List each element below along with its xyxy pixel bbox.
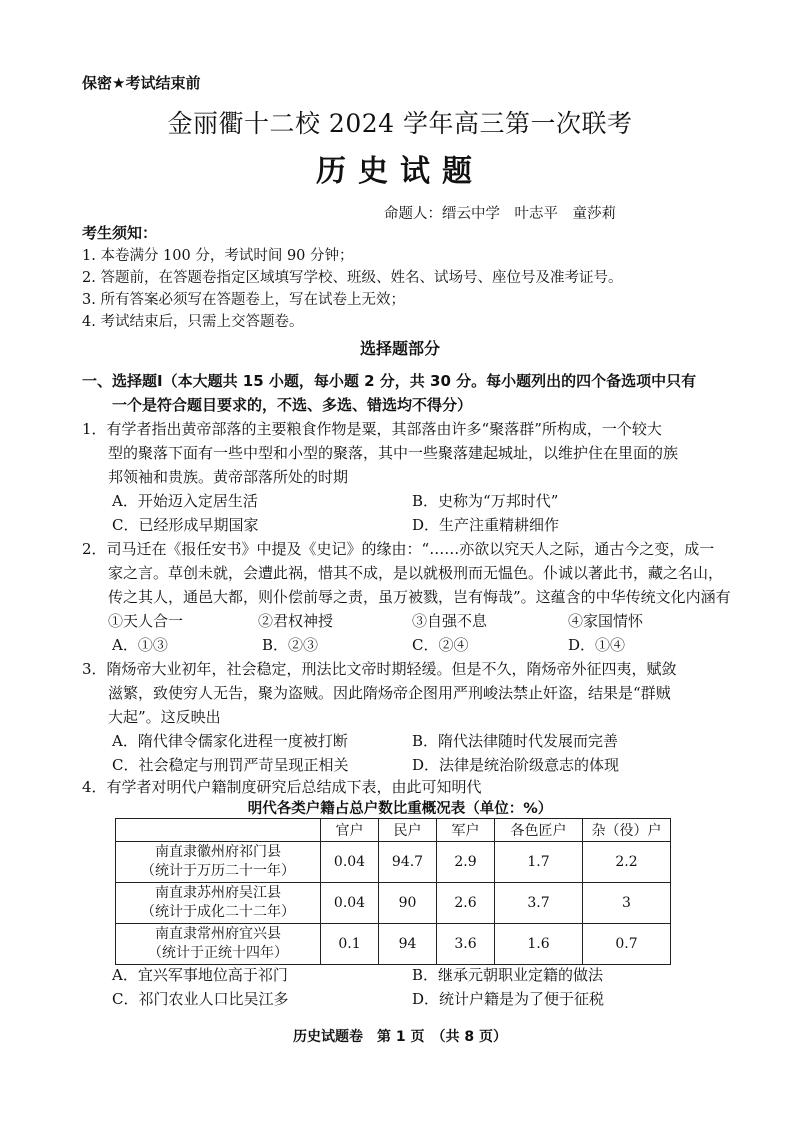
option-a: A．隋代律令儒家化进程一度被打断 xyxy=(112,732,348,750)
section-title: 选择题部分 xyxy=(359,339,440,358)
question-1-line: 邦领袖和贵族。黄帝部落所处的时期 xyxy=(108,468,349,486)
region-cell xyxy=(116,924,321,965)
table-header-cell: 民户 xyxy=(379,819,437,842)
option-c: C．社会稳定与刑罚严苛呈现正相关 xyxy=(112,756,349,774)
option-d: D．①④ xyxy=(568,636,626,654)
option-b: B．史称为“万邦时代” xyxy=(412,492,559,510)
question-2-line: 家之言。草创未就，会遭此祸，惜其不成，是以就极刑而无愠色。仆诚以著此书，藏之名山， xyxy=(108,564,724,582)
region-cell xyxy=(116,842,321,883)
option-c: C．祁门农业人口比吴江多 xyxy=(112,990,289,1008)
question-setters: 命题人：缙云中学 叶志平 童莎莉 xyxy=(384,206,616,222)
question-3-line: 大起”。这反映出 xyxy=(108,708,221,726)
option-b: B．②③ xyxy=(262,636,319,654)
option-a: A．①③ xyxy=(112,636,168,654)
question-3-line: 3．隋炀帝大业初年，社会稳定，刑法比文帝时期轻缓。但是不久，隋炀帝外征四夷，赋敛 xyxy=(82,660,677,678)
region-name: 南直隶徽州府祁门县 xyxy=(155,844,281,860)
region-note: （统计于成化二十二年） xyxy=(141,904,295,920)
table-cell: 94.7 xyxy=(379,842,437,883)
table-cell: 2.2 xyxy=(583,842,671,883)
option-d: D．法律是统治阶级意志的体现 xyxy=(412,756,620,774)
notice-item: 2. 答题前，在答题卷指定区域填写学校、班级、姓名、试场号、座位号及准考证号。 xyxy=(82,270,623,286)
option-c: C．已经形成早期国家 xyxy=(112,516,259,534)
table-header-cell xyxy=(116,819,321,842)
option-d: D．统计户籍是为了便于征税 xyxy=(412,990,605,1008)
subject-title: 历史试题 xyxy=(316,154,484,189)
table-header-cell: 官户 xyxy=(321,819,379,842)
table-cell: 2.6 xyxy=(437,883,495,924)
page-footer: 历史试题卷 第 1 页 （共 8 页） xyxy=(293,1029,507,1045)
table-cell: 3.7 xyxy=(495,883,583,924)
table-cell: 3.6 xyxy=(437,924,495,965)
table-header-cell: 各色匠户 xyxy=(495,819,583,842)
table-title: 明代各类户籍占总户数比重概况表（单位：%） xyxy=(247,801,553,817)
table-cell: 0.04 xyxy=(321,842,379,883)
option-a: A．开始迈入定居生活 xyxy=(112,492,258,510)
option-a: A．宜兴军事地位高于祁门 xyxy=(112,966,288,984)
table-header-cell: 军户 xyxy=(437,819,495,842)
option-d: D．生产注重精耕细作 xyxy=(412,516,560,534)
household-table xyxy=(115,818,671,965)
table-header-cell: 杂（役）户 xyxy=(583,819,671,842)
table-header-row xyxy=(116,819,671,842)
statement-1: ①天人合一 xyxy=(108,612,184,630)
option-c: C．②④ xyxy=(412,636,469,654)
part-heading-line: 一个是符合题目要求的，不选、多选、错选均不得分） xyxy=(112,396,473,414)
question-1-line: 型的聚落下面有一些中型和小型的聚落，其中一些聚落建起城址，以维护住在里面的族 xyxy=(108,444,679,462)
region-name: 南直隶常州府宜兴县 xyxy=(155,926,281,942)
notice-item: 1. 本卷满分 100 分，考试时间 90 分钟； xyxy=(82,248,354,264)
notice-item: 4. 考试结束后，只需上交答题卷。 xyxy=(82,314,304,330)
table-cell: 0.04 xyxy=(321,883,379,924)
table-row xyxy=(116,924,671,965)
table-cell: 2.9 xyxy=(437,842,495,883)
table-cell: 94 xyxy=(379,924,437,965)
question-2-line: 2．司马迁在《报任安书》中提及《史记》的缘由：“……亦欲以究天人之际，通古今之变，成一 xyxy=(82,540,715,558)
option-b: B．隋代法律随时代发展而完善 xyxy=(412,732,619,750)
table-row xyxy=(116,842,671,883)
region-note: （统计于正统十四年） xyxy=(148,945,288,961)
confidential-label: 保密★考试结束前 xyxy=(82,74,201,92)
table-cell: 1.6 xyxy=(495,924,583,965)
option-b: B．继承元朝职业定籍的做法 xyxy=(412,966,604,984)
question-2-line: 传之其人，通邑大都，则仆偿前辱之责，虽万被戮，岂有悔哉”。这蕴含的中华传统文化内涵有 xyxy=(108,588,731,606)
statement-4: ④家国情怀 xyxy=(568,612,644,630)
table-cell: 0.7 xyxy=(583,924,671,965)
table-cell: 1.7 xyxy=(495,842,583,883)
statement-3: ③自强不息 xyxy=(412,612,488,630)
table-cell: 3 xyxy=(583,883,671,924)
question-4-line: 4．有学者对明代户籍制度研究后总结成下表，由此可知明代 xyxy=(82,778,482,796)
exam-title: 金丽衢十二校 2024 学年高三第一次联考 xyxy=(167,109,633,138)
notice-heading: 考生须知： xyxy=(82,224,158,242)
statement-2: ②君权神授 xyxy=(258,612,334,630)
question-3-line: 滋繁，致使穷人无告，聚为盗贼。因此隋炀帝企图用严刑峻法禁止奸盗，结果是“群贼 xyxy=(108,684,671,702)
table-cell: 0.1 xyxy=(321,924,379,965)
region-cell xyxy=(116,883,321,924)
part-heading-line: 一、选择题Ⅰ（本大题共 15 小题，每小题 2 分，共 30 分。每小题列出的四个备选项中只有 xyxy=(82,372,697,390)
table-row xyxy=(116,883,671,924)
question-1-line: 1．有学者指出黄帝部落的主要粮食作物是粟，其部落由许多“聚落群”所构成，一个较大 xyxy=(82,420,662,438)
region-note: （统计于万历二十一年） xyxy=(141,863,295,879)
notice-item: 3. 所有答案必须写在答题卷上，写在试卷上无效； xyxy=(82,292,405,308)
region-name: 南直隶苏州府吴江县 xyxy=(155,885,281,901)
table-cell: 90 xyxy=(379,883,437,924)
